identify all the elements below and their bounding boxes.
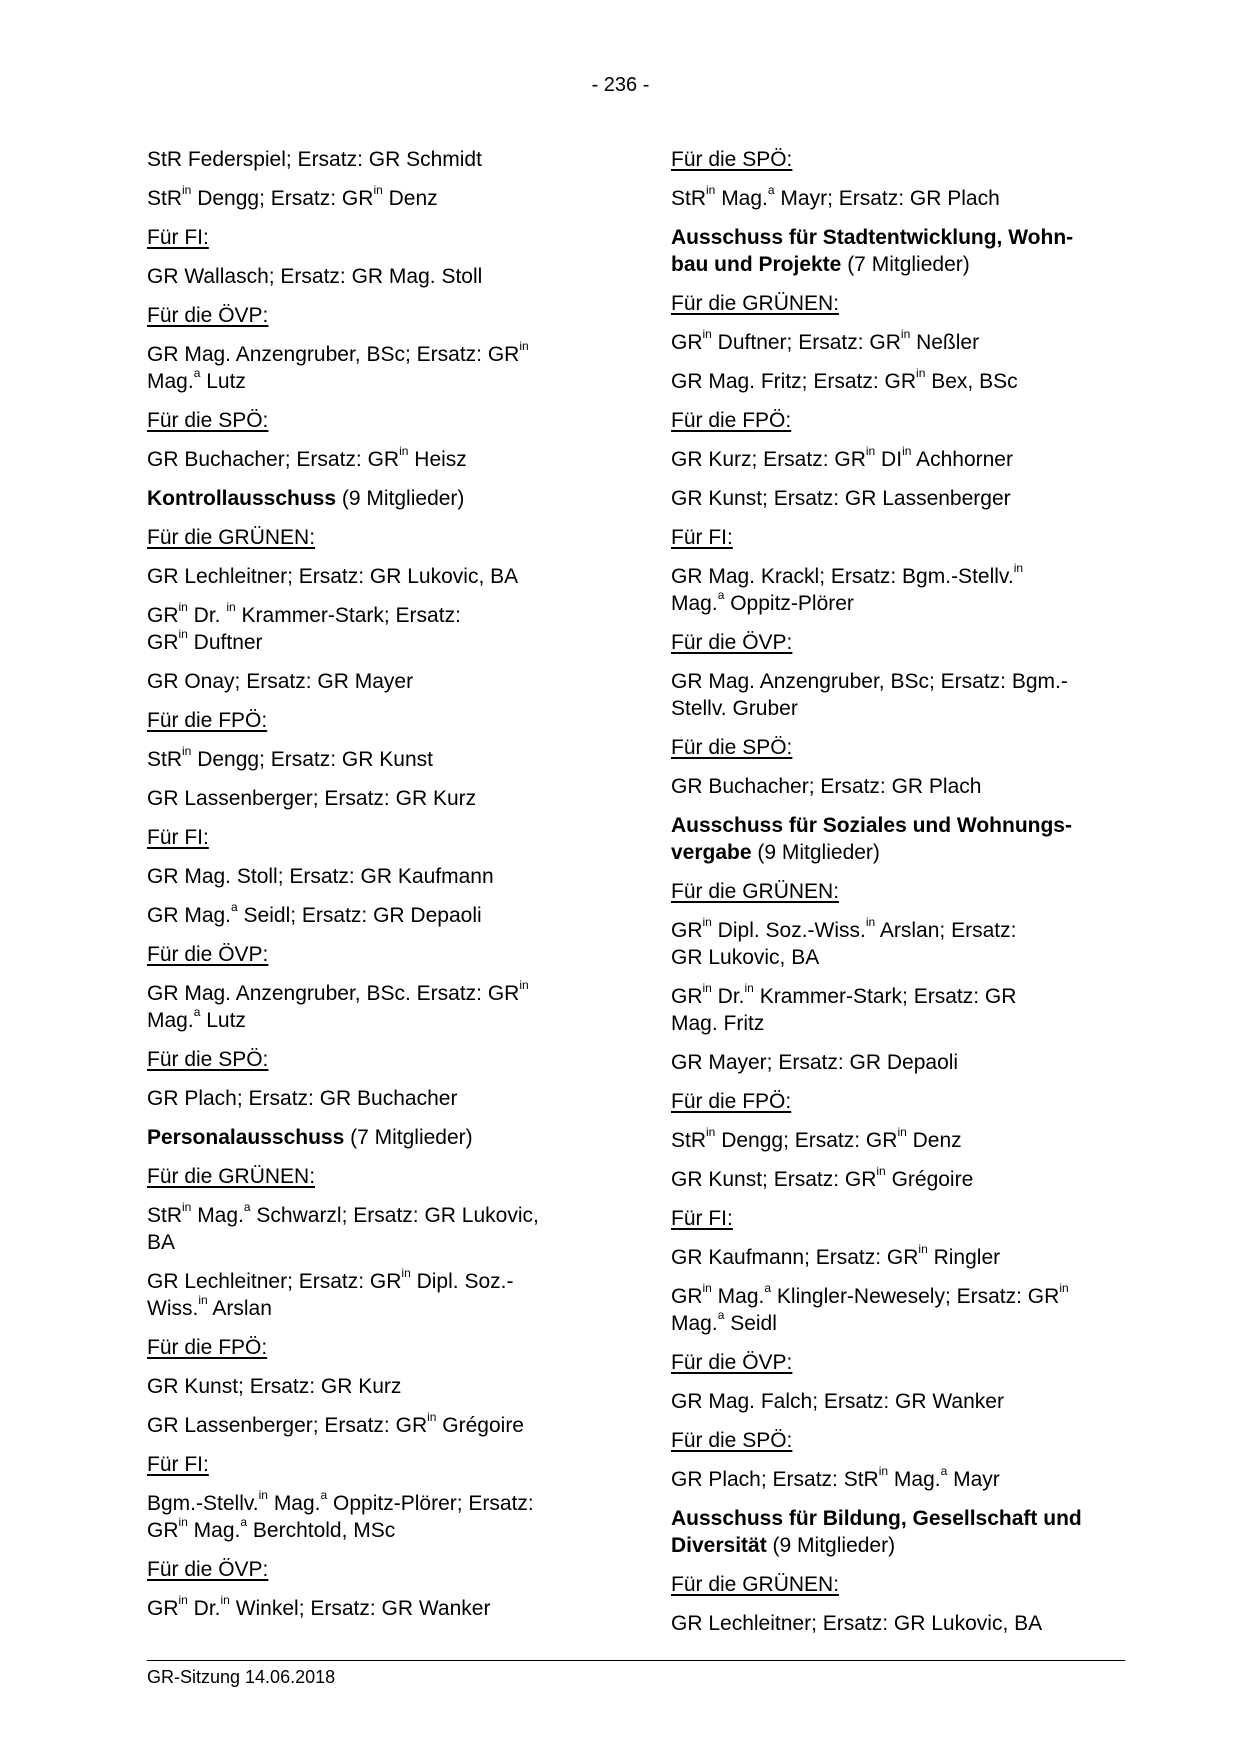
member-line: GR Kaufmann; Ersatz: $GR^{in}$ Ringler (671, 1242, 1001, 1269)
member-line: StR$^{in}$ Dengg; Ersatz: GR Kunst (147, 744, 433, 771)
member-line: StR$^{in}$ Mag.$^a$ Mayr; Ersatz: GR Plach (671, 183, 1000, 210)
member-line: GR Mayer; Ersatz: GR Depaoli (671, 1051, 959, 1074)
member-line: $GR^{in}$ Mag.$^a$ Klingler-Newesely; Ersatz: $GR^{in}$ Mag.$^a$ Seidl (671, 1281, 1069, 1335)
faction-heading: Für die FPÖ: (671, 409, 792, 432)
committee-title: Kontrollausschuss (9 Mitglieder) (147, 487, 465, 510)
faction-heading: Für die SPÖ: (147, 409, 269, 432)
member-line: Bgm.-Stellv.$^{in}$ Mag.$^a$ Oppitz-Plörer; Ersatz: $GR^{in}$ Mag.$^a$ Berchtold, MSc (147, 1488, 534, 1542)
member-line: GR Mag. Anzengruber, BSc; Ersatz: Bgm.- Stellv. Gruber (671, 670, 1068, 720)
committee-title: Ausschuss für Soziales und Wohnungs- vergabe (9 Mitglieder) (671, 814, 1072, 864)
member-line: GR Lassenberger; Ersatz: GR Kurz (147, 787, 477, 810)
member-line: GR Kunst; Ersatz: GR Lassenberger (671, 487, 1011, 510)
member-line: $GR^{in}$ Dr. $^{in}$ Krammer-Stark; Ersatz: $GR^{in}$ Duftner (147, 600, 461, 654)
member-line: GR Kunst; Ersatz: $GR^{in}$ Grégoire (671, 1164, 974, 1191)
member-line: StR$^{in}$ Dengg; Ersatz: $GR^{in}$ Denz (147, 183, 438, 210)
footer-divider (147, 1660, 1125, 1661)
member-line: GR Buchacher; Ersatz: $GR^{in}$ Heisz (147, 444, 467, 471)
member-line: GR Mag. Fritz; Ersatz: $GR^{in}$ Bex, BSc (671, 366, 1018, 393)
faction-heading: Für die GRÜNEN: (671, 1573, 840, 1596)
member-line: GR Plach; Ersatz: GR Buchacher (147, 1087, 458, 1110)
faction-heading: Für die ÖVP: (671, 1351, 793, 1374)
member-line: GR Mag. Anzengruber, BSc. Ersatz: $GR^{in}$ Mag.$^a$ Lutz (147, 978, 529, 1032)
faction-heading: Für FI: (671, 1207, 733, 1230)
member-line: GR Mag. Anzengruber, BSc; Ersatz: $GR^{in}$ Mag.$^a$ Lutz (147, 339, 529, 393)
member-line: GR Lassenberger; Ersatz: $GR^{in}$ Grégoire (147, 1410, 524, 1437)
faction-heading: Für die ÖVP: (147, 943, 269, 966)
member-line: StR$^{in}$ Mag.$^a$ Schwarzl; Ersatz: GR Lukovic, BA (147, 1200, 539, 1254)
member-line: StR Federspiel; Ersatz: GR Schmidt (147, 148, 482, 171)
member-line: GR Kurz; Ersatz: $GR^{in}$ $DI^{in}$ Achhorner (671, 444, 1013, 471)
page-number: - 236 - (591, 74, 650, 96)
faction-heading: Für die ÖVP: (147, 1558, 269, 1581)
faction-heading: Für FI: (147, 226, 209, 249)
member-line: StR$^{in}$ Dengg; Ersatz: $GR^{in}$ Denz (671, 1125, 962, 1152)
faction-heading: Für FI: (147, 1453, 209, 1476)
member-line: $GR^{in}$ Duftner; Ersatz: $GR^{in}$ Neßler (671, 327, 980, 354)
committee-title: Ausschuss für Bildung, Gesellschaft und Diversität (9 Mitglieder) (671, 1507, 1082, 1557)
faction-heading: Für die GRÜNEN: (671, 292, 840, 315)
member-line: $GR^{in}$ Dipl. Soz.-Wiss.$^{in}$ Arslan; Ersatz: GR Lukovic, BA (671, 915, 1017, 969)
member-line: $GR^{in}$ Dr.$^{in}$ Krammer-Stark; Ersatz: GR Mag. Fritz (671, 981, 1017, 1035)
faction-heading: Für die SPÖ: (671, 148, 793, 171)
faction-heading: Für die FPÖ: (147, 1336, 268, 1359)
faction-heading: Für die SPÖ: (671, 736, 793, 759)
faction-heading: Für die GRÜNEN: (147, 1165, 316, 1188)
faction-heading: Für die GRÜNEN: (671, 880, 840, 903)
faction-heading: Für FI: (671, 526, 733, 549)
member-line: GR Mag. Krackl; Ersatz: Bgm.-Stellv.$^{in}$ Mag.$^a$ Oppitz-Plörer (671, 561, 1024, 615)
member-line: GR Kunst; Ersatz: GR Kurz (147, 1375, 402, 1398)
member-line: GR Buchacher; Ersatz: GR Plach (671, 775, 982, 798)
member-line: GR Mag. Falch; Ersatz: GR Wanker (671, 1390, 1004, 1413)
member-line: GR Lechleitner; Ersatz: GR Lukovic, BA (671, 1612, 1043, 1635)
faction-heading: Für die GRÜNEN: (147, 526, 316, 549)
member-line: GR Mag. Stoll; Ersatz: GR Kaufmann (147, 865, 494, 888)
faction-heading: Für die FPÖ: (671, 1090, 792, 1113)
right-column (671, 146, 1131, 1649)
member-line: GR Lechleitner; Ersatz: GR Lukovic, BA (147, 565, 519, 588)
faction-heading: Für die ÖVP: (671, 631, 793, 654)
member-line: GR Lechleitner; Ersatz: $GR^{in}$ Dipl. Soz.- Wiss.$^{in}$ Arslan (147, 1266, 514, 1320)
member-line: GR Mag.$^a$ Seidl; Ersatz: GR Depaoli (147, 900, 482, 927)
member-line: GR Plach; Ersatz: StR$^{in}$ Mag.$^a$ Mayr (671, 1464, 1000, 1491)
footer-text: GR-Sitzung 14.06.2018 (147, 1667, 336, 1687)
faction-heading: Für FI: (147, 826, 209, 849)
committee-title: Ausschuss für Stadtentwicklung, Wohn- bau und Projekte (7 Mitglieder) (671, 226, 1074, 276)
member-line: GR Wallasch; Ersatz: GR Mag. Stoll (147, 265, 483, 288)
member-line: $GR^{in}$ Dr.$^{in}$ Winkel; Ersatz: GR Wanker (147, 1593, 491, 1620)
faction-heading: Für die ÖVP: (147, 304, 269, 327)
faction-heading: Für die SPÖ: (671, 1429, 793, 1452)
committee-title: Personalausschuss (7 Mitglieder) (147, 1126, 473, 1149)
left-column (147, 146, 599, 1634)
faction-heading: Für die FPÖ: (147, 709, 268, 732)
member-line: GR Onay; Ersatz: GR Mayer (147, 670, 414, 693)
faction-heading: Für die SPÖ: (147, 1048, 269, 1071)
